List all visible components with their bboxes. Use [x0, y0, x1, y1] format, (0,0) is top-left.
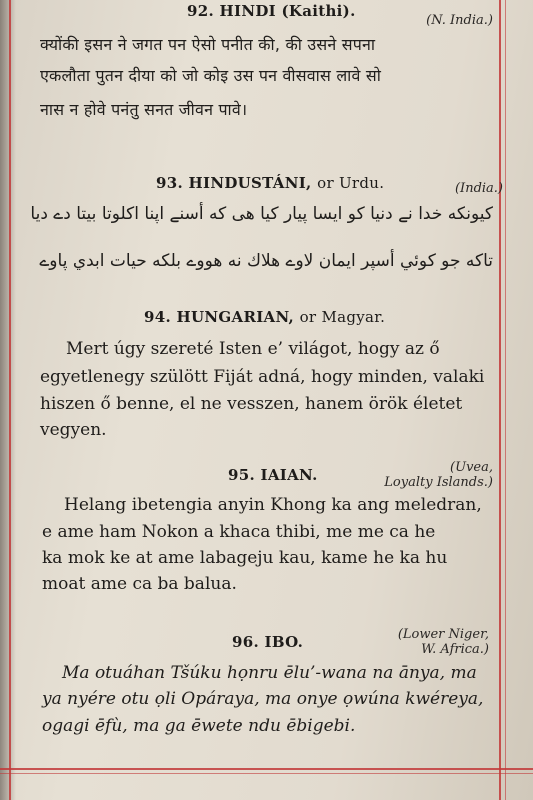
section-95-line-3: ka mok ke at ame labageju kau, kame he ka hu	[42, 548, 448, 568]
language-qualifier: or Urdu.	[317, 174, 385, 192]
section-number: 92.	[187, 2, 214, 20]
section-96-line-2: ya nyére otu ọli Opáraya, ma onye ọwúna kwéreya,	[42, 689, 484, 709]
section-96-line-3: ogagi ēfù, ma ga ēwete ndu ēbigebi.	[42, 716, 356, 736]
section-92-region: (N. India.)	[426, 13, 493, 28]
right-margin-rule	[499, 0, 501, 800]
bottom-margin-rule-outer	[0, 773, 533, 774]
section-number: 95.	[228, 466, 255, 484]
language-qualifier: or Magyar.	[299, 308, 386, 326]
section-number: 93.	[156, 174, 183, 192]
section-93-line-2: تاكه جو كوئي أسپر ايمان لاوے هلاك نه هووے بلكه حيات ابدي پاوے	[39, 251, 493, 271]
section-93-line-1: كيونكه خدا نے دنيا كو ايسا پيار كيا هى كه أسنے اپنا اكلوتا بيتا دے ديا	[30, 204, 493, 224]
section-94-line-4: vegyen.	[40, 420, 107, 440]
section-92-line-2: एकलौता पुतन दीया को जो कोइ उस पन वीसवास लावे सो	[40, 66, 382, 85]
section-93-heading	[156, 174, 384, 192]
section-94-heading	[144, 308, 385, 326]
section-92-line-3: नास न होवे पनंतु सनत जीवन पावे।	[40, 100, 248, 119]
language-name: HUNGARIAN,	[176, 308, 295, 326]
section-95-heading	[228, 466, 318, 484]
section-92-heading	[187, 2, 356, 20]
bottom-margin-rule	[0, 768, 533, 770]
section-95-line-1: Helang ibetengia anyin Khong ka ang meledran,	[64, 495, 482, 515]
left-margin-rule	[9, 0, 11, 800]
language-qualifier: (Kaithi).	[281, 2, 356, 20]
section-95-line-4: moat ame ca ba balua.	[42, 574, 237, 594]
section-number: 94.	[144, 308, 171, 326]
language-name: HINDI	[219, 2, 276, 20]
language-name: IBO.	[264, 633, 304, 651]
section-95-line-2: e ame ham Nokon a khaca thibi, me me ca he	[42, 522, 436, 542]
section-95-region: (Uvea, Loyalty Islands.)	[384, 460, 493, 490]
section-93-region: (India.)	[454, 181, 503, 196]
section-number: 96.	[232, 633, 259, 651]
section-94-line-1: Mert úgy szereté Isten e’ világot, hogy az ő	[66, 339, 440, 359]
section-94-line-2: egyetlenegy szülött Fiját adná, hogy minden, valaki	[40, 367, 485, 387]
language-name: HINDUSTÁNI,	[188, 174, 312, 192]
language-name: IAIAN.	[260, 466, 318, 484]
right-margin-rule-outer	[505, 0, 506, 800]
section-96-line-1: Ma otuáhan Tšúku họnru ēlu’-wana na ānya, ma	[62, 663, 477, 683]
page-gutter-shadow	[0, 0, 16, 800]
section-96-heading	[232, 633, 303, 651]
section-92-line-1: क्योंकी इसन ने जगत पन ऐसो पनीत की, की उसने सपना	[40, 35, 376, 54]
section-96-region: (Lower Niger, W. Africa.)	[397, 627, 489, 657]
section-94-line-3: hiszen ő benne, el ne vesszen, hanem örök életet	[40, 394, 463, 414]
